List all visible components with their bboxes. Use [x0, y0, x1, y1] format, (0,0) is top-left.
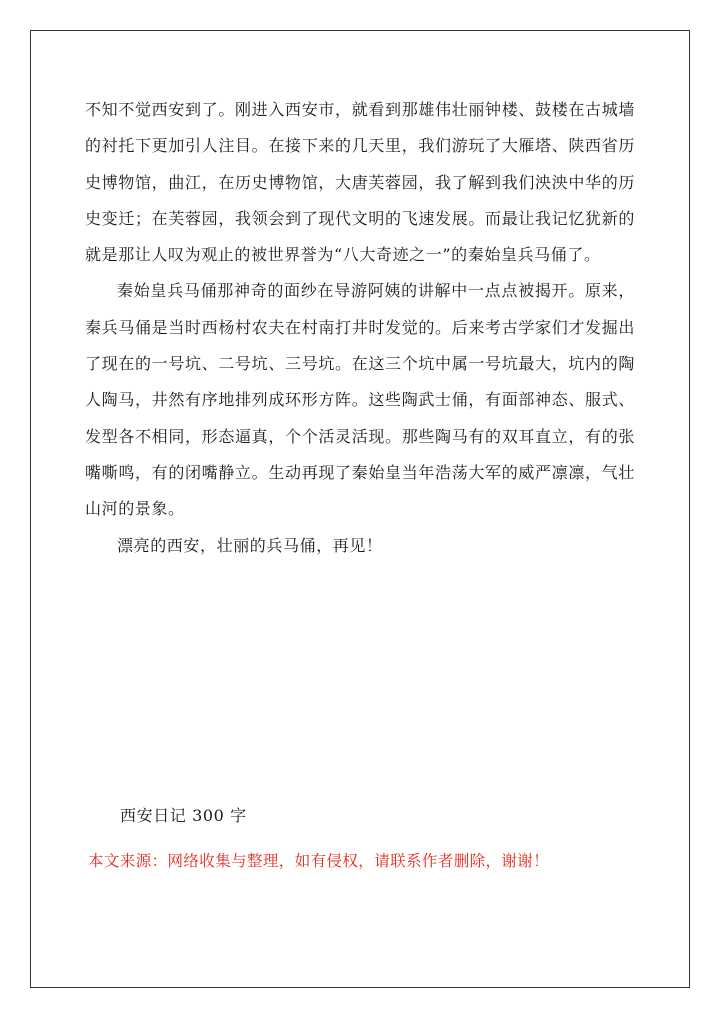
document-body [85, 92, 635, 564]
document-title: 西安日记 300 字 [120, 806, 247, 825]
paragraph-terracotta: 秦始皇兵马俑那神奇的面纱在导游阿姨的讲解中一点点被揭开。原来，秦兵马俑是当时西杨村农夫在村南打井时发觉的。后来考古学家们才发掘出了现在的一号坑、二号坑、三号坑。在这三个坑中属一号坑最大，坑内的陶人陶马，井然有序地排列成环形方阵。这些陶武士俑，有面部神态、服式、发型各不相同，形态逼真，个个活灵活现。那些陶马有的双耳直立，有的张嘴嘶鸣，有的闭嘴静立。生动再现了秦始皇当年浩荡大军的威严凛凛，气壮山河的景象。 [85, 281, 635, 519]
paragraph-farewell: 漂亮的西安，壮丽的兵马俑，再见！ [117, 535, 383, 555]
source-note: 本文来源：网络收集与整理，如有侵权，请联系作者删除，谢谢！ [88, 852, 550, 870]
paragraph-intro: 不知不觉西安到了。刚进入西安市，就看到那雄伟壮丽钟楼、鼓楼在古城墙的衬托下更加引人注目。在接下来的几天里，我们游玩了大雁塔、陕西省历史博物馆，曲江，在历史博物馆，大唐芙蓉园，我了解到我们泱泱中华的历史变迁；在芙蓉园，我领会到了现代文明的飞速发展。而最让我记忆犹新的就是那让人叹为观止的被世界誉为“八大奇迹之一”的秦始皇兵马俑了。 [85, 100, 635, 265]
